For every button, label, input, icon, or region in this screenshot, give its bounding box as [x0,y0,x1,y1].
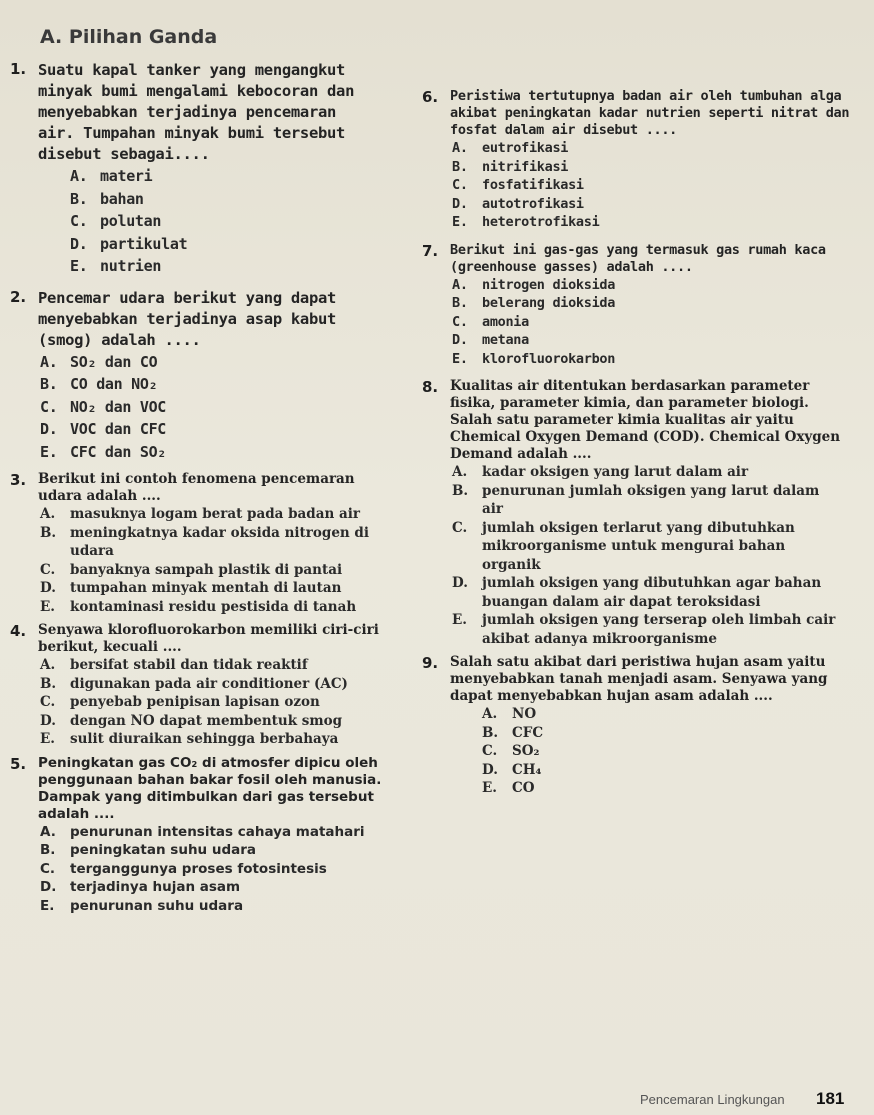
option-letter: D. [452,195,468,212]
option-letter: C. [70,212,88,230]
question-8 [422,378,862,648]
option-letter: A. [452,276,468,293]
option-letter: D. [70,234,88,253]
question-1 [10,60,410,278]
answer-options [482,705,862,798]
option-text: heterotrofikasi [482,214,600,230]
option-text: amonia [482,313,529,330]
option-c[interactable] [40,396,410,419]
option-b[interactable] [452,482,862,519]
answer-options [452,139,862,232]
option-text: meningkatnya kadar oksida nitrogen di udara [70,524,369,559]
option-letter: A. [40,657,56,673]
option-text: CFC dan SO₂ [70,442,167,461]
question-text: Berikut ini contoh fenomena pencemaran udara adalah .... [38,471,355,504]
option-letter: D. [40,580,56,596]
option-text: kadar oksigen yang larut dalam air [482,464,749,480]
option-e[interactable] [452,611,862,648]
option-a[interactable] [452,463,862,482]
option-b[interactable] [40,373,410,396]
option-text: penurunan suhu udara [70,897,244,914]
option-letter: D. [40,879,57,895]
option-text: fosfatifikasi [482,177,584,193]
option-text: nitrogen dioksida [482,276,616,293]
question-number: 2. [10,287,27,306]
option-text: penurunan jumlah oksigen yang larut dalam air [482,482,820,517]
option-b[interactable] [40,524,410,561]
option-text: jumlah oksigen terlarut yang dibutuhkan mikroorganisme untuk mengurai bahan organik [482,519,795,573]
left-column [10,60,410,921]
option-text: SO₂ [512,743,540,759]
option-text: peningkatan suhu udara [70,842,257,858]
option-c[interactable] [452,313,862,332]
option-a[interactable] [70,165,410,188]
option-letter: B. [452,295,468,311]
option-text: polutan [100,212,162,230]
option-text: banyaknya sampah plastik di pantai [70,561,343,578]
option-letter: E. [40,442,58,461]
option-text: NO [512,706,537,722]
answer-options [452,276,862,369]
question-text: Kualitas air ditentukan berdasarkan parameter fisika, parameter kimia, dan parameter biologi. Salah satu parameter kimia kualitas air yaitu Chemical Oxygen Demand (COD). Chemical Oxygen Demand adalah .... [450,378,841,462]
option-text: sulit diuraikan sehingga berbahaya [70,731,339,747]
option-text: belerang dioksida [482,295,616,311]
option-letter: A. [452,140,468,156]
answer-options [40,656,410,749]
option-letter: C. [452,177,468,193]
option-b[interactable] [482,724,862,743]
question-number: 6. [422,88,439,106]
question-text: Pencemar udara berikut yang dapat menyebabkan terjadinya asap kabut (smog) adalah .... [38,288,337,349]
question-number: 4. [10,622,27,640]
option-d[interactable] [452,574,862,611]
option-letter: E. [482,780,497,796]
option-letter: B. [70,189,88,208]
option-text: penurunan intensitas cahaya matahari [70,823,365,840]
question-7 [422,242,862,369]
option-letter: B. [452,482,469,499]
option-text: SO₂ dan CO [70,352,158,371]
option-d[interactable] [40,418,410,441]
option-d[interactable] [40,878,410,897]
right-column [422,88,862,804]
option-text: nutrien [100,257,162,275]
option-text: tumpahan minyak mentah di lautan [70,580,342,596]
option-d[interactable] [452,195,862,214]
option-d[interactable] [70,233,410,256]
question-text: Salah satu akibat dari peristiwa hujan asam yaitu menyebabkan tanah menjadi asam. Senyawa yang dapat menyebabkan hujan asam adalah .... [450,654,828,704]
option-letter: C. [452,313,468,330]
option-b[interactable] [40,841,410,860]
question-4 [10,622,410,749]
option-text: dengan NO dapat membentuk smog [70,712,343,729]
option-letter: E. [40,897,55,914]
option-letter: C. [40,694,56,710]
option-letter: D. [452,575,468,591]
option-text: VOC dan CFC [70,420,167,438]
option-e[interactable] [452,350,862,369]
question-text: Senyawa klorofluorokarbon memiliki ciri-ciri berikut, kecuali .... [38,622,379,655]
option-c[interactable] [70,210,410,233]
option-a[interactable] [40,656,410,675]
option-b[interactable] [452,294,862,313]
option-text: metana [482,332,529,348]
option-d[interactable] [452,331,862,350]
question-text: Peristiwa tertutupnya badan air oleh tumbuhan alga akibat peningkatan kadar nutrien seperti nitrat dan fosfat dalam air disebut .... [450,88,850,138]
option-c[interactable] [40,860,410,879]
option-e[interactable] [40,441,410,464]
option-letter: C. [40,561,56,578]
option-letter: D. [482,761,498,778]
option-a[interactable] [40,823,410,842]
option-letter: E. [40,731,55,747]
option-text: CO dan NO₂ [70,375,158,393]
option-e[interactable] [40,897,410,916]
option-c[interactable] [452,519,862,575]
option-letter: E. [40,598,55,615]
footer-chapter-title: Pencemaran Lingkungan [640,1092,785,1107]
option-text: nitrifikasi [482,158,569,175]
answer-options [70,165,410,278]
option-letter: C. [40,860,56,877]
option-a[interactable] [40,505,410,524]
option-letter: D. [452,332,468,348]
option-text: jumlah oksigen yang dibutuhkan agar bahan buangan dalam air dapat teroksidasi [482,575,822,610]
question-2 [10,288,410,464]
option-letter: C. [40,397,58,416]
option-a[interactable] [482,705,862,724]
answer-options [452,463,862,648]
option-letter: B. [40,842,56,858]
option-letter: A. [40,352,58,371]
option-b[interactable] [70,188,410,211]
option-text: autotrofikasi [482,195,584,212]
option-letter: E. [452,350,468,367]
option-letter: E. [452,214,468,230]
option-c[interactable] [40,693,410,712]
option-d[interactable] [482,761,862,780]
page-number: 181 [816,1089,845,1108]
question-number: 3. [10,471,27,489]
option-text: penyebab penipisan lapisan ozon [70,694,320,710]
option-e[interactable] [452,213,862,232]
option-b[interactable] [452,158,862,177]
option-e[interactable] [40,730,410,749]
option-c[interactable] [482,742,862,761]
question-text: Berikut ini gas-gas yang termasuk gas rumah kaca (greenhouse gasses) adalah .... [450,241,826,275]
option-text: jumlah oksigen yang terserap oleh limbah cair akibat adanya mikroorganisme [482,612,836,647]
option-text: klorofluorokarbon [482,350,616,367]
option-b[interactable] [40,675,410,694]
option-text: terjadinya hujan asam [70,879,241,895]
option-text: partikulat [100,234,188,253]
option-d[interactable] [40,712,410,731]
option-letter: B. [40,375,58,393]
option-letter: A. [70,167,88,185]
option-letter: A. [40,823,56,840]
question-number: 8. [422,378,439,396]
option-letter: B. [40,675,57,692]
option-e[interactable] [70,255,410,278]
option-text: CFC [512,724,544,741]
option-text: kontaminasi residu pestisida di tanah [70,598,357,615]
question-text: Peningkatan gas CO₂ di atmosfer dipicu oleh penggunaan bahan bakar fosil oleh manusia. Dampak yang ditimbulkan dari gas tersebut adalah .... [38,754,382,822]
option-letter: A. [482,706,498,722]
option-e[interactable] [482,779,862,798]
option-text: CO [512,780,535,796]
option-text: CH₄ [512,761,542,778]
option-text: NO₂ dan VOC [70,397,167,416]
option-letter: B. [40,524,57,541]
option-d[interactable] [40,579,410,598]
question-9 [422,654,862,798]
section-title: A. Pilihan Ganda [40,26,218,48]
option-c[interactable] [452,176,862,195]
option-letter: D. [40,712,56,729]
answer-options [40,505,410,616]
option-a[interactable] [452,276,862,295]
question-5 [10,755,410,916]
question-number: 7. [422,241,439,260]
option-letter: E. [70,257,88,275]
option-letter: E. [452,612,467,628]
option-letter: B. [452,158,468,175]
answer-options [40,351,410,464]
option-text: terganggunya proses fotosintesis [70,860,327,877]
option-a[interactable] [40,351,410,374]
question-text: Suatu kapal tanker yang mengangkut minyak bumi mengalami kebocoran dan menyebabkan terjadinya pencemaran air. Tumpahan minyak bumi tersebut disebut sebagai.... [38,61,355,163]
question-number: 9. [422,654,439,672]
option-letter: C. [452,519,468,536]
option-text: bahan [100,189,144,208]
option-text: materi [100,167,153,185]
option-letter: B. [482,724,499,741]
option-letter: A. [452,464,468,480]
question-6 [422,88,862,232]
option-c[interactable] [40,561,410,580]
option-e[interactable] [40,598,410,617]
option-letter: A. [40,506,56,522]
option-a[interactable] [452,139,862,158]
option-text: digunakan pada air conditioner (AC) [70,675,348,692]
option-text: eutrofikasi [482,140,569,156]
option-text: bersifat stabil dan tidak reaktif [70,657,308,673]
question-3 [10,471,410,616]
question-number: 5. [10,754,27,773]
question-number: 1. [10,60,27,78]
option-letter: D. [40,420,58,438]
option-letter: C. [482,743,498,759]
option-text: masuknya logam berat pada badan air [70,506,360,522]
answer-options [40,823,410,916]
